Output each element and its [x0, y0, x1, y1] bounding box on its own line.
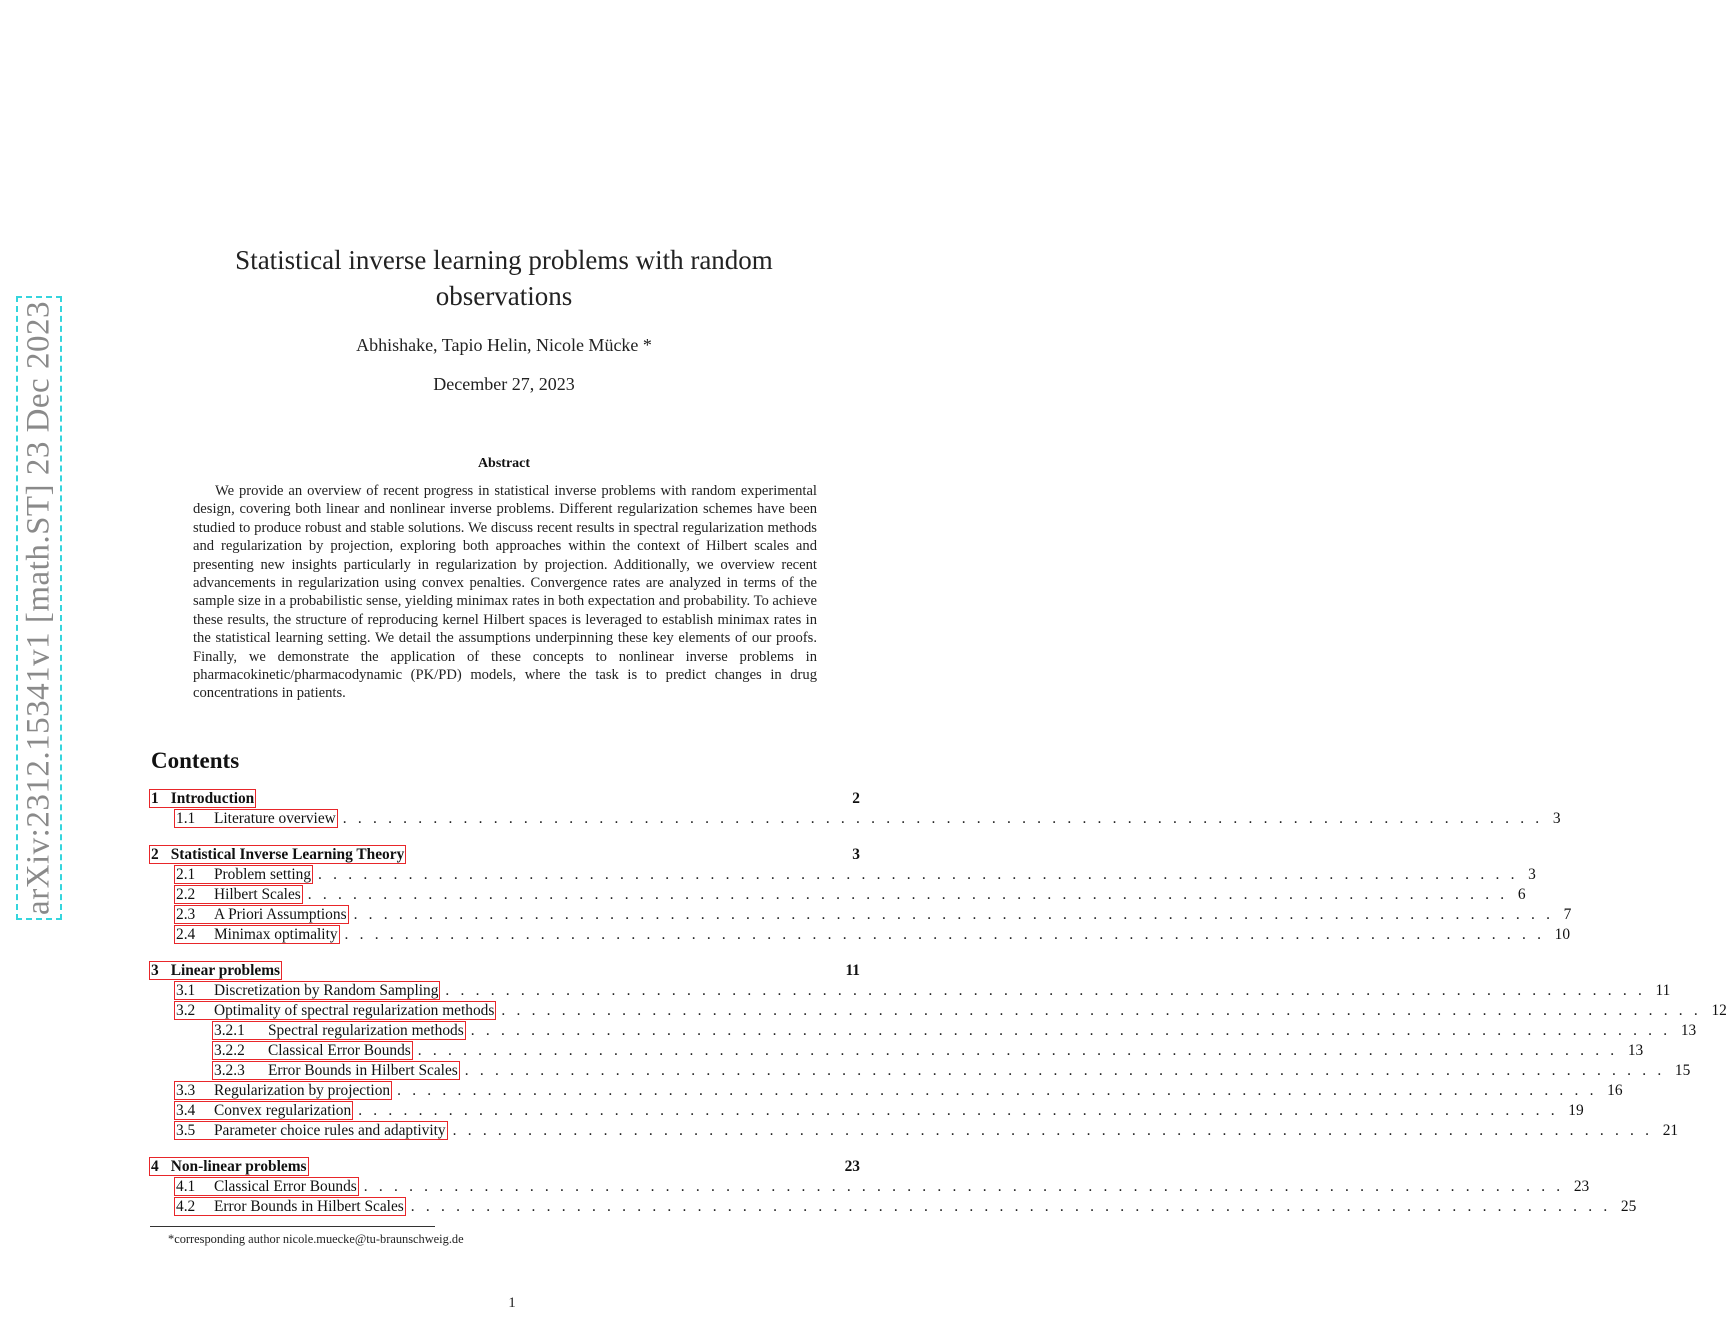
- toc-title: Error Bounds in Hilbert Scales: [214, 1198, 404, 1215]
- toc-link-4-2[interactable]: [175, 1198, 405, 1215]
- paper-authors: Abhishake, Tapio Helin, Nicole Mücke *: [356, 335, 652, 355]
- toc-link-4-1[interactable]: [175, 1178, 358, 1195]
- toc-page-number: 7: [1563, 906, 1572, 923]
- toc-entry: [150, 1198, 1637, 1218]
- toc-link-3-1[interactable]: [175, 982, 439, 999]
- toc-page-number: 15: [1674, 1062, 1691, 1079]
- toc-title: Linear problems: [170, 962, 281, 979]
- toc-number: 3.3: [176, 1082, 196, 1099]
- toc-entry: [150, 1042, 1644, 1062]
- toc-link-4[interactable]: [150, 1158, 308, 1175]
- toc-leader: . . . . . . . . . . . . . . . . . . . . . . . . . . . . . . . . . . . . . . . . . . . . . . . . . . . . . . . . . . . . . . . . . . . . . . . . . . . . . . . .: [318, 866, 1519, 883]
- toc-entry: [150, 982, 1671, 1002]
- toc-title: Error Bounds in Hilbert Scales: [268, 1062, 458, 1079]
- toc-page-number: 25: [1620, 1198, 1637, 1215]
- toc-link-3-2-3[interactable]: [213, 1062, 459, 1079]
- toc-entry: [150, 1158, 860, 1178]
- toc-entry: [150, 1082, 1623, 1102]
- toc-title: Spectral regularization methods: [268, 1022, 464, 1039]
- toc-link-3-2-2[interactable]: [213, 1042, 412, 1059]
- toc-leader: . . . . . . . . . . . . . . . . . . . . . . . . . . . . . . . . . . . . . . . . . . . . . . . . . . . . . . . . . . . . . . . . . . . . . . . . . . . . . . . .: [344, 926, 1545, 943]
- toc-number: 2: [151, 846, 159, 863]
- toc-number: 3.2.1: [214, 1022, 245, 1039]
- toc-number: 3.5: [176, 1122, 196, 1139]
- toc-page-number: 3: [852, 846, 860, 863]
- toc-entry: [150, 1022, 1697, 1042]
- toc-title: A Priori Assumptions: [214, 906, 347, 923]
- toc-title: Literature overview: [214, 810, 336, 827]
- toc-number: 1.1: [176, 810, 196, 827]
- toc-title: Optimality of spectral regularization methods: [214, 1002, 495, 1019]
- toc-page-number: 23: [1573, 1178, 1590, 1195]
- contents-heading: Contents: [151, 748, 240, 773]
- toc-leader: . . . . . . . . . . . . . . . . . . . . . . . . . . . . . . . . . . . . . . . . . . . . . . . . . . . . . . . . . . . . . . . . . . . . . . . . . . . . . . . .: [501, 1002, 1702, 1019]
- toc-leader: . . . . . . . . . . . . . . . . . . . . . . . . . . . . . . . . . . . . . . . . . . . . . . . . . . . . . . . . . . . . . . . . . . . . . . . . . . . . . . . .: [358, 1102, 1559, 1119]
- toc-page-number: 2: [852, 790, 860, 807]
- table-of-contents: [150, 790, 1727, 1218]
- toc-link-1-1[interactable]: [175, 810, 337, 827]
- toc-entry: [150, 810, 1561, 830]
- toc-leader: . . . . . . . . . . . . . . . . . . . . . . . . . . . . . . . . . . . . . . . . . . . . . . . . . . . . . . . . . . . . . . . . . . . . . . . . . . . . . . . .: [342, 810, 1543, 827]
- toc-number: 3: [151, 962, 159, 979]
- toc-page-number: 3: [1552, 810, 1561, 827]
- toc-page-number: 16: [1607, 1082, 1623, 1099]
- toc-leader: . . . . . . . . . . . . . . . . . . . . . . . . . . . . . . . . . . . . . . . . . . . . . . . . . . . . . . . . . . . . . . . . . . . . . . . . . . . . . . . .: [363, 1178, 1564, 1195]
- toc-link-2[interactable]: [150, 846, 405, 863]
- toc-leader: . . . . . . . . . . . . . . . . . . . . . . . . . . . . . . . . . . . . . . . . . . . . . . . . . . . . . . . . . . . . . . . . . . . . . . . . . . . . . . . .: [353, 906, 1554, 923]
- toc-number: 3.2: [176, 1002, 196, 1019]
- toc-link-3-3[interactable]: [175, 1082, 391, 1099]
- toc-number: 2.3: [176, 906, 196, 923]
- toc-title: Introduction: [170, 790, 255, 807]
- toc-number: 4.1: [176, 1178, 196, 1195]
- arxiv-id: arXiv:2312.15341v1 [math.ST] 23 Dec 2023: [20, 301, 57, 915]
- toc-leader: . . . . . . . . . . . . . . . . . . . . . . . . . . . . . . . . . . . . . . . . . . . . . . . . . . . . . . . . . . . . . . . . . . . . . . . . . . . . . . . .: [397, 1082, 1598, 1099]
- toc-title: Statistical Inverse Learning Theory: [170, 846, 405, 863]
- toc-title: Problem setting: [214, 866, 312, 883]
- toc-title: Hilbert Scales: [214, 886, 301, 903]
- toc-entry: [150, 962, 860, 982]
- toc-leader: . . . . . . . . . . . . . . . . . . . . . . . . . . . . . . . . . . . . . . . . . . . . . . . . . . . . . . . . . . . . . . . . . . . . . . . . . . . . . . . .: [417, 1042, 1618, 1059]
- toc-title: Classical Error Bounds: [268, 1042, 411, 1059]
- toc-leader: . . . . . . . . . . . . . . . . . . . . . . . . . . . . . . . . . . . . . . . . . . . . . . . . . . . . . . . . . . . . . . . . . . . . . . . . . . . . . . . .: [470, 1022, 1671, 1039]
- toc-page-number: 3: [1528, 866, 1536, 883]
- toc-page-number: 21: [1662, 1122, 1679, 1139]
- toc-leader: . . . . . . . . . . . . . . . . . . . . . . . . . . . . . . . . . . . . . . . . . . . . . . . . . . . . . . . . . . . . . . . . . . . . . . . . . . . . . . . .: [307, 886, 1508, 903]
- toc-title: Classical Error Bounds: [214, 1178, 357, 1195]
- toc-number: 4: [151, 1158, 159, 1175]
- toc-link-2-1[interactable]: [175, 866, 312, 883]
- arxiv-stamp[interactable]: [16, 296, 62, 920]
- toc-number: 3.2.2: [214, 1042, 245, 1059]
- toc-title: Discretization by Random Sampling: [214, 982, 439, 999]
- toc-entry: [150, 906, 1572, 926]
- toc-number: 3.2.3: [214, 1062, 245, 1079]
- toc-leader: . . . . . . . . . . . . . . . . . . . . . . . . . . . . . . . . . . . . . . . . . . . . . . . . . . . . . . . . . . . . . . . . . . . . . . . . . . . . . . . .: [452, 1122, 1653, 1139]
- toc-title: Non-linear problems: [170, 1158, 307, 1175]
- paper-date: December 27, 2023: [433, 374, 575, 394]
- toc-title: Minimax optimality: [214, 926, 338, 943]
- toc-page-number: 13: [1680, 1022, 1697, 1039]
- paper-title: Statistical inverse learning problems with random observations: [235, 245, 773, 311]
- abstract-body: We provide an overview of recent progress in statistical inverse problems with random experimental design, covering both linear and nonlinear inverse problems. Different regularization schemes have been studied to produce robust and stable solutions. We discuss recent results in spectral regularization methods and regularization by projection, exploring both approaches within the context of Hilbert scales and presenting new insights particularly in regularization by projection. Additionally, we overview recent advancements in regularization using convex penalties. Convergence rates are analyzed in terms of the sample size in a probabilistic sense, yielding minimax rates in both expectation and probability. To achieve these results, the structure of reproducing kernel Hilbert spaces is leveraged to establish minimax rates in the statistical learning setting. We detail the assumptions underpinning these key elements of our proofs. Finally, we demonstrate the application of these concepts to nonlinear inverse problems in pharmacokinetic/pharmacodynamic (PK/PD) models, where the task is to predict changes in drug concentrations in patients.: [193, 483, 817, 702]
- footnote: *corresponding author nicole.muecke@tu-braunschweig.de: [168, 1232, 464, 1246]
- toc-page-number: 10: [1554, 926, 1571, 943]
- toc-page-number: 19: [1568, 1102, 1584, 1119]
- toc-link-3[interactable]: [150, 962, 281, 979]
- toc-link-1[interactable]: [150, 790, 255, 807]
- toc-entry: [150, 1102, 1584, 1122]
- toc-number: 3.4: [176, 1102, 196, 1119]
- toc-number: 2.4: [176, 926, 196, 943]
- toc-entry: [150, 1122, 1679, 1142]
- toc-title: Parameter choice rules and adaptivity: [214, 1122, 446, 1139]
- toc-page-number: 11: [845, 962, 860, 979]
- toc-link-2-3[interactable]: [175, 906, 348, 923]
- toc-entry: [150, 1062, 1691, 1082]
- page-number: 1: [508, 1295, 516, 1311]
- toc-page-number: 11: [1655, 982, 1671, 999]
- toc-page-number: 12: [1711, 1002, 1727, 1019]
- toc-entry: [150, 846, 860, 866]
- toc-number: 2.2: [176, 886, 196, 903]
- toc-leader: . . . . . . . . . . . . . . . . . . . . . . . . . . . . . . . . . . . . . . . . . . . . . . . . . . . . . . . . . . . . . . . . . . . . . . . . . . . . . . . .: [464, 1062, 1665, 1079]
- toc-entry: [150, 790, 860, 810]
- footnote-rule: [150, 1226, 435, 1227]
- toc-link-2-2[interactable]: [175, 886, 302, 903]
- toc-number: 3.1: [176, 982, 196, 999]
- toc-entry: [150, 1178, 1590, 1198]
- toc-link-2-4[interactable]: [175, 926, 339, 943]
- toc-number: 4.2: [176, 1198, 196, 1215]
- toc-link-3-5[interactable]: [175, 1122, 447, 1139]
- toc-entry: [150, 926, 1571, 946]
- toc-number: 1: [151, 790, 159, 807]
- toc-page-number: 13: [1627, 1042, 1644, 1059]
- toc-entry: [150, 886, 1526, 906]
- toc-entry: [150, 866, 1536, 886]
- toc-title: Convex regularization: [214, 1102, 352, 1119]
- toc-entry: [150, 1002, 1727, 1022]
- toc-link-3-2[interactable]: [175, 1002, 495, 1019]
- toc-page-number: 23: [844, 1158, 860, 1175]
- toc-link-3-2-1[interactable]: [213, 1022, 465, 1039]
- toc-page-number: 6: [1517, 886, 1526, 903]
- abstract-heading: Abstract: [477, 456, 531, 471]
- toc-leader: . . . . . . . . . . . . . . . . . . . . . . . . . . . . . . . . . . . . . . . . . . . . . . . . . . . . . . . . . . . . . . . . . . . . . . . . . . . . . . . .: [445, 982, 1646, 999]
- toc-leader: . . . . . . . . . . . . . . . . . . . . . . . . . . . . . . . . . . . . . . . . . . . . . . . . . . . . . . . . . . . . . . . . . . . . . . . . . . . . . . . .: [410, 1198, 1611, 1215]
- toc-number: 2.1: [176, 866, 196, 883]
- toc-title: Regularization by projection: [214, 1082, 391, 1099]
- toc-link-3-4[interactable]: [175, 1102, 352, 1119]
